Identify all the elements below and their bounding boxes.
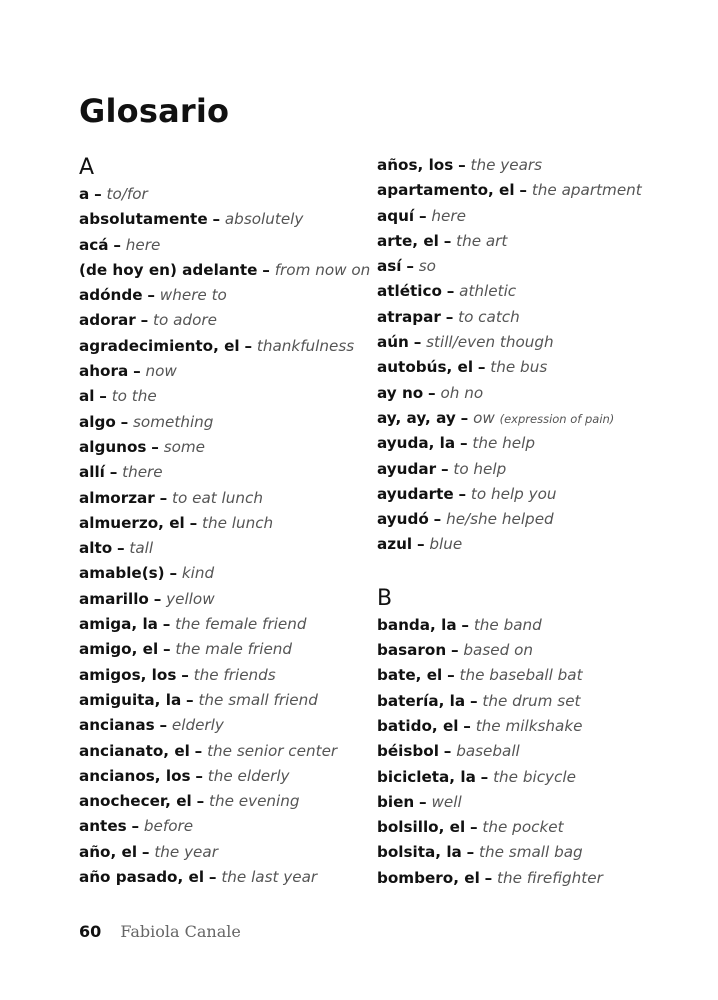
entry-term: ancianas: [79, 716, 155, 735]
entry-separator: –: [519, 181, 527, 200]
entry-separator: –: [109, 463, 118, 482]
glossary-entry: [377, 254, 707, 279]
entry-term: bate, el: [377, 666, 443, 685]
entry-separator: –: [244, 336, 253, 355]
glossary-column-left: [79, 153, 369, 890]
entry-separator: –: [418, 206, 427, 225]
entry-note: (expression of pain): [499, 411, 615, 426]
glossary-entry: [79, 384, 369, 409]
entry-separator: –: [463, 716, 471, 735]
entry-definition: athletic: [459, 282, 517, 301]
entry-definition: some: [163, 437, 206, 456]
entry-separator: –: [195, 766, 203, 785]
glossary-entry: [377, 305, 707, 330]
entry-term: ay, ay, ay: [377, 408, 456, 427]
entry-definition: the small friend: [198, 690, 318, 709]
entry-term: batido, el: [377, 716, 459, 735]
entry-separator: –: [131, 817, 140, 836]
entry-separator: –: [151, 437, 159, 456]
entry-term: ayuda, la: [377, 434, 456, 453]
entry-term: aquí: [377, 206, 415, 225]
glossary-entry: [79, 865, 369, 890]
entry-term: amiga, la: [79, 615, 158, 634]
glossary-entry: [79, 460, 369, 485]
entry-separator: –: [162, 615, 171, 634]
glossary-entry: [79, 561, 369, 586]
entry-definition: the bicycle: [493, 767, 576, 786]
entry-term: bolsita, la: [377, 843, 462, 862]
page-number: 60: [79, 922, 102, 941]
entry-definition: the lunch: [201, 513, 274, 532]
entry-separator: –: [196, 792, 205, 811]
glossary-entry: [377, 739, 707, 764]
section-gap: [377, 558, 707, 584]
glossary-entry: [377, 482, 707, 507]
entry-term: ayudar: [377, 459, 437, 478]
glossary-entry: [377, 279, 707, 304]
entry-definition: there: [122, 463, 163, 482]
entry-term: así: [377, 257, 402, 276]
entry-term: autobús, el: [377, 358, 474, 377]
glossary-entry: [79, 612, 369, 637]
entry-definition: still/even though: [426, 333, 554, 352]
glossary-entry: [79, 587, 369, 612]
glossary-entry: [377, 613, 707, 638]
entry-term: ancianos, los: [79, 766, 191, 785]
entry-definition: blue: [429, 535, 463, 554]
glossary-entry: [79, 713, 369, 738]
glossary-entry: [377, 204, 707, 229]
entry-definition: yellow: [166, 589, 215, 608]
entry-definition: the year: [154, 842, 218, 861]
entry-term: bien: [377, 792, 415, 811]
entry-term: antes: [79, 817, 127, 836]
glossary-entry: [377, 765, 707, 790]
entry-term: atrapar: [377, 307, 441, 326]
entry-definition: to adore: [153, 311, 217, 330]
glossary-entry: [377, 381, 707, 406]
entry-definition: before: [143, 817, 194, 836]
glossary-entry: [79, 207, 369, 232]
entry-term: béisbol: [377, 742, 439, 761]
entry-definition: the help: [472, 434, 535, 453]
entry-list-a-right: [377, 153, 707, 558]
entry-term: al: [79, 387, 95, 406]
entry-definition: to eat lunch: [172, 488, 264, 507]
glossary-entry: [377, 457, 707, 482]
entry-definition: the drum set: [482, 691, 581, 710]
entry-definition: the friends: [193, 665, 276, 684]
entry-term: acá: [79, 235, 109, 254]
entry-definition: to help you: [470, 484, 557, 503]
glossary-entry: [377, 815, 707, 840]
entry-term: allí: [79, 463, 105, 482]
entry-term: ancianato, el: [79, 741, 190, 760]
glossary-entry: [79, 486, 369, 511]
entry-definition: the elderly: [207, 766, 290, 785]
glossary-entry: [79, 435, 369, 460]
glossary-entry: [79, 283, 369, 308]
entry-definition: now: [145, 362, 177, 381]
glossary-entry: [79, 410, 369, 435]
glossary-entry: [79, 334, 369, 359]
entry-term: bombero, el: [377, 868, 480, 887]
entry-separator: –: [120, 412, 129, 431]
entry-definition: he/she helped: [446, 510, 554, 529]
entry-definition: here: [431, 206, 466, 225]
entry-term: amigos, los: [79, 665, 177, 684]
entry-separator: –: [169, 564, 178, 583]
glossary-entry: [79, 840, 369, 865]
entry-term: anochecer, el: [79, 792, 192, 811]
entry-separator: –: [443, 742, 452, 761]
entry-separator: –: [189, 513, 198, 532]
entry-term: banda, la: [377, 615, 457, 634]
entry-definition: to the: [111, 387, 157, 406]
entry-term: ayudó: [377, 510, 429, 529]
glossary-entry: [377, 178, 707, 203]
entry-separator: –: [162, 640, 171, 659]
glossary-entry: [377, 840, 707, 865]
glossary-entry: [377, 790, 707, 815]
entry-separator: –: [153, 589, 162, 608]
entry-definition: thankfulness: [256, 336, 355, 355]
glossary-entry: [79, 739, 369, 764]
entry-term: almuerzo, el: [79, 513, 185, 532]
entry-term: ay no: [377, 383, 424, 402]
glossary-entry: [79, 258, 369, 283]
entry-separator: –: [466, 843, 475, 862]
entry-separator: –: [484, 868, 493, 887]
entry-term: ahora: [79, 362, 129, 381]
entry-separator: –: [447, 666, 455, 685]
entry-definition: tall: [129, 539, 154, 558]
page-footer: [79, 922, 241, 941]
entry-definition: oh no: [440, 383, 484, 402]
entry-separator: –: [416, 535, 425, 554]
entry-definition: the milkshake: [475, 716, 583, 735]
entry-separator: –: [133, 362, 141, 381]
glossary-entry: [377, 532, 707, 557]
entry-term: año pasado, el: [79, 868, 205, 887]
entry-term: aún: [377, 333, 409, 352]
entry-definition: to/for: [106, 185, 148, 203]
entry-term: agradecimiento, el: [79, 336, 240, 355]
glossary-entry: [377, 663, 707, 688]
entry-definition: the band: [473, 615, 542, 634]
entry-separator: –: [181, 665, 189, 684]
entry-definition: the senior center: [207, 741, 338, 760]
entry-term: algo: [79, 412, 116, 431]
entry-separator: –: [141, 842, 150, 861]
entry-separator: –: [469, 691, 478, 710]
page-title: Glosario: [79, 92, 230, 130]
entry-definition: baseball: [456, 742, 520, 761]
entry-separator: –: [470, 818, 478, 837]
glossary-entry: [79, 536, 369, 561]
entry-term: ayudarte: [377, 484, 454, 503]
entry-definition: the bus: [490, 358, 548, 377]
entry-separator: –: [445, 307, 454, 326]
author-name: Fabiola Canale: [120, 922, 241, 941]
entry-separator: –: [440, 459, 449, 478]
entry-separator: –: [212, 210, 221, 229]
entry-term: absolutamente: [79, 210, 208, 229]
entry-term: amarillo: [79, 589, 149, 608]
entry-separator: –: [443, 231, 452, 250]
entry-term: amigo, el: [79, 640, 159, 659]
glossary-entry: [79, 308, 369, 333]
entry-term: almorzar: [79, 488, 155, 507]
entry-definition: the evening: [208, 792, 300, 811]
entry-definition: based on: [463, 641, 533, 660]
entry-separator: –: [147, 286, 155, 305]
glossary-entry: [79, 359, 369, 384]
entry-separator: –: [477, 358, 486, 377]
entry-separator: –: [458, 156, 466, 174]
entry-definition: the male friend: [175, 640, 293, 659]
entry-list-a-left: [79, 182, 369, 890]
entry-definition: the baseball bat: [459, 666, 583, 685]
entry-definition: kind: [181, 564, 215, 583]
entry-definition: ow: [473, 408, 495, 427]
glossary-entry: [79, 663, 369, 688]
glossary-entry: [79, 511, 369, 536]
entry-term: bicicleta, la: [377, 767, 476, 786]
entry-separator: –: [458, 484, 467, 503]
entry-term: años, los: [377, 156, 454, 174]
entry-separator: –: [406, 257, 414, 276]
glossary-entry: [377, 638, 707, 663]
entry-definition: from now on: [274, 260, 371, 279]
entry-definition: the female friend: [175, 615, 307, 634]
glossary-entry: [377, 714, 707, 739]
entry-definition: the art: [456, 231, 508, 250]
section-letter-a: A: [79, 155, 95, 180]
entry-separator: –: [116, 539, 125, 558]
entry-term: azul: [377, 535, 413, 554]
entry-definition: well: [431, 792, 462, 811]
entry-term: arte, el: [377, 231, 439, 250]
glossary-entry: [79, 688, 369, 713]
entry-term: apartamento, el: [377, 181, 515, 200]
entry-term: alto: [79, 539, 113, 558]
entry-definition: the pocket: [482, 818, 564, 837]
entry-separator: –: [413, 333, 422, 352]
entry-definition: the years: [470, 156, 543, 174]
entry-separator: –: [159, 716, 168, 735]
entry-term: bolsillo, el: [377, 818, 466, 837]
entry-separator: –: [159, 488, 168, 507]
entry-separator: –: [140, 311, 149, 330]
entry-separator: –: [460, 408, 469, 427]
glossary-entry: [377, 355, 707, 380]
glossary-entry: [79, 814, 369, 839]
entry-definition: here: [125, 235, 161, 254]
entry-definition: the apartment: [531, 181, 642, 200]
entry-separator: –: [94, 185, 102, 203]
entry-separator: –: [450, 641, 459, 660]
entry-term: amable(s): [79, 564, 165, 583]
entry-definition: the small bag: [479, 843, 583, 862]
glossary-entry: [377, 866, 707, 891]
entry-term: algunos: [79, 437, 147, 456]
entry-term: batería, la: [377, 691, 466, 710]
entry-definition: to help: [453, 459, 507, 478]
glossary-entry: [79, 182, 369, 207]
entry-list-b: [377, 613, 707, 891]
entry-term: a: [79, 185, 90, 203]
entry-term: amiguita, la: [79, 690, 182, 709]
glossary-entry: [79, 637, 369, 662]
entry-separator: –: [262, 260, 270, 279]
entry-separator: –: [428, 383, 436, 402]
glossary-entry: [377, 431, 707, 456]
entry-separator: –: [433, 510, 442, 529]
glossary-entry: [377, 153, 707, 178]
entry-term: año, el: [79, 842, 138, 861]
glossary-entry: [79, 764, 369, 789]
glossary-entry: [377, 330, 707, 355]
entry-term: atlético: [377, 282, 442, 301]
glossary-column-right: [377, 153, 707, 891]
entry-separator: –: [419, 792, 427, 811]
entry-separator: –: [461, 615, 469, 634]
glossary-entry: [377, 507, 707, 532]
entry-definition: absolutely: [224, 210, 304, 229]
entry-separator: –: [459, 434, 468, 453]
entry-term: adorar: [79, 311, 136, 330]
entry-definition: so: [418, 257, 436, 276]
glossary-entry: [377, 229, 707, 254]
entry-separator: –: [186, 690, 194, 709]
section-letter-b: B: [377, 585, 393, 611]
entry-definition: elderly: [171, 716, 224, 735]
entry-separator: –: [194, 741, 203, 760]
entry-term: basaron: [377, 641, 447, 660]
entry-separator: –: [480, 767, 489, 786]
entry-term: adónde: [79, 286, 143, 305]
entry-term: (de hoy en) adelante: [79, 260, 258, 279]
entry-separator: –: [113, 235, 121, 254]
entry-definition: the firefighter: [497, 868, 603, 887]
glossary-entry: [79, 233, 369, 258]
entry-definition: something: [133, 412, 214, 431]
entry-definition: where to: [159, 286, 227, 305]
glossary-entry: [377, 689, 707, 714]
glossary-entry: [377, 406, 707, 431]
glossary-entry: [79, 789, 369, 814]
entry-separator: –: [208, 868, 217, 887]
entry-separator: –: [99, 387, 107, 406]
entry-definition: to catch: [458, 307, 520, 326]
entry-separator: –: [446, 282, 455, 301]
entry-definition: the last year: [221, 868, 318, 887]
